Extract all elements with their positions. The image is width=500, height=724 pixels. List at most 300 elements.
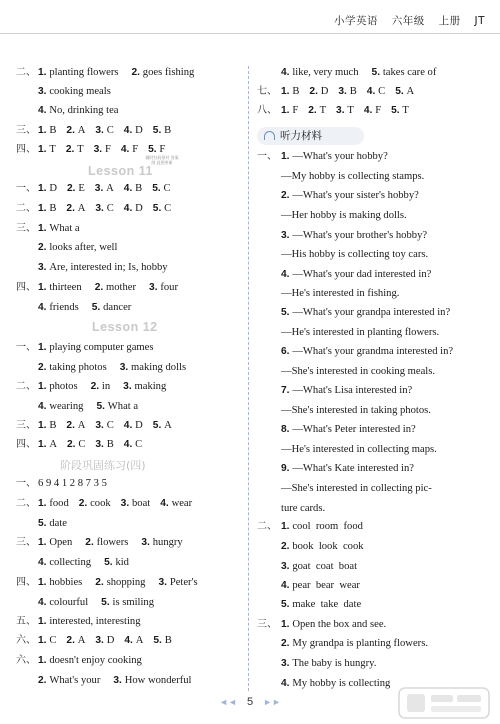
item-number: 5. (152, 125, 165, 136)
item-number: 4. (38, 597, 50, 608)
item-number: 2. (94, 282, 107, 293)
item-number: 2. (66, 420, 78, 431)
item-number: 3. (95, 420, 107, 431)
item-answer: B (135, 183, 143, 194)
item-number: 3. (123, 381, 135, 392)
item-answer: in (101, 381, 111, 392)
item-answer: C (164, 203, 172, 214)
answer-item (372, 67, 437, 78)
section-marker: 二、 (16, 498, 36, 509)
column-divider (248, 66, 249, 691)
item-answer: shopping (106, 577, 146, 588)
item-number: 2. (281, 638, 293, 649)
answer-item (281, 444, 437, 455)
item-answer: 6 9 4 1 2 8 7 3 5 (38, 478, 107, 489)
left-answer-line (16, 361, 199, 375)
answer-item (67, 183, 85, 194)
item-number: 5. (91, 302, 104, 313)
left-answer-line (16, 261, 181, 275)
item-number: 5. (152, 203, 165, 214)
answer-item (367, 86, 385, 97)
left-answer-line (16, 615, 154, 629)
item-answer: A (106, 183, 114, 194)
item-number: 2. (38, 242, 50, 253)
item-answer: planting flowers (49, 67, 119, 78)
answer-item (79, 498, 111, 509)
item-answer: Open the box and see. (292, 619, 387, 630)
item-answer: T (402, 105, 409, 116)
section-marker: 二、 (16, 381, 36, 392)
item-number: 2. (78, 498, 91, 509)
left-answer-line (16, 536, 196, 550)
right-answer-line (257, 150, 401, 164)
item-number: 4. (38, 557, 50, 568)
prev-arrows-icon: ◄◄ (219, 697, 237, 707)
answer-item (124, 439, 142, 450)
left-answer-line (16, 576, 211, 590)
right-answer-line (257, 85, 424, 99)
section-marker: 六、 (16, 655, 36, 666)
item-number: 2. (66, 439, 79, 450)
item-answer: goat coat boat (292, 561, 358, 572)
answer-item (66, 125, 85, 136)
item-number: 4. (281, 67, 293, 78)
item-number: 1. (38, 125, 50, 136)
answer-item (38, 537, 72, 548)
section-marker: 六、 (16, 635, 36, 646)
listening-material-tag (257, 127, 364, 145)
section-marker: 四、 (16, 282, 36, 293)
lesson-11-heading: Lesson 11 (88, 164, 153, 178)
item-answer: pear bear wear (292, 580, 360, 591)
answer-item (281, 580, 360, 591)
right-answer-line (257, 443, 450, 457)
item-number: 3. (281, 658, 293, 669)
answer-item (281, 269, 431, 280)
answer-item (338, 86, 356, 97)
answer-item (113, 675, 191, 686)
answer-item (281, 346, 453, 357)
page-number: 5 (246, 696, 254, 708)
section-marker: 二、 (257, 521, 277, 532)
item-number: 2. (65, 144, 78, 155)
item-answer: B (49, 203, 57, 214)
section-marker: 二、 (16, 67, 36, 78)
item-answer: takes care of (382, 67, 437, 78)
item-number: 3. (38, 86, 50, 97)
item-answer: My hobby is collecting (292, 678, 391, 689)
answer-item (92, 302, 132, 313)
answer-item (121, 144, 138, 155)
answer-item (153, 420, 172, 431)
left-answer-line (16, 124, 181, 138)
item-answer: E (78, 183, 85, 194)
answer-item (281, 619, 386, 630)
watermark-logo (397, 684, 492, 722)
answer-item (153, 125, 171, 136)
item-number: 3. (119, 362, 132, 373)
answer-item (281, 678, 390, 689)
item-number: 4. (366, 86, 379, 97)
answer-item (281, 599, 361, 610)
item-number: 5. (281, 307, 293, 318)
item-answer: flowers (96, 537, 129, 548)
item-answer: —Her hobby is making dolls. (281, 210, 407, 221)
answer-item (38, 342, 153, 353)
answer-item (281, 483, 432, 494)
right-answer-line (257, 306, 463, 320)
answer-item (66, 635, 85, 646)
section-marker: 三、 (257, 619, 277, 630)
item-answer: —What's your hobby? (292, 151, 388, 162)
answer-item (131, 67, 194, 78)
left-answer-line (16, 654, 155, 668)
left-answer-line (16, 419, 182, 433)
item-answer: —What's your brother's hobby? (292, 230, 428, 241)
answer-item (281, 366, 435, 377)
item-number: 3. (141, 537, 153, 548)
item-number: 5. (371, 67, 383, 78)
answer-item (91, 381, 111, 392)
item-number: 5. (148, 144, 160, 155)
section-marker: 一、 (16, 478, 36, 489)
right-answer-line (257, 268, 444, 282)
item-answer: ture cards. (281, 503, 326, 514)
section-marker: 三、 (16, 125, 36, 136)
item-answer: What a (49, 223, 80, 234)
left-answer-line (16, 222, 93, 236)
item-answer: B (164, 635, 172, 646)
item-answer: F (104, 144, 111, 155)
item-number: 4. (281, 678, 293, 689)
section-marker: 七、 (257, 86, 277, 97)
item-number: 1. (38, 537, 50, 548)
answer-item (153, 635, 171, 646)
right-answer-line (257, 229, 440, 243)
item-number: 1. (38, 577, 50, 588)
answer-item (95, 203, 113, 214)
answer-item (153, 203, 171, 214)
answer-item (281, 190, 419, 201)
answer-item (38, 401, 83, 412)
section-marker: 五、 (16, 616, 36, 627)
item-number: 3. (281, 230, 293, 241)
item-number: 2. (66, 125, 78, 136)
item-number: 2. (66, 203, 78, 214)
right-answer-line (257, 677, 403, 691)
answer-item (66, 203, 85, 214)
item-answer: C (378, 86, 386, 97)
left-answer-line (16, 182, 181, 196)
item-number: 3. (158, 577, 170, 588)
left-answer-line (16, 556, 142, 570)
answer-item (38, 675, 100, 686)
item-number: 4. (38, 105, 50, 116)
left-answer-line (16, 438, 152, 452)
item-number: 5. (395, 86, 407, 97)
item-number: 4. (123, 183, 136, 194)
item-answer: T (319, 105, 327, 116)
right-answer-line (257, 520, 376, 534)
item-answer: looks after, well (49, 242, 118, 253)
item-answer: A (77, 420, 86, 431)
item-number: 2. (38, 362, 50, 373)
left-answer-line (16, 497, 202, 511)
item-answer: —My hobby is collecting stamps. (281, 171, 425, 182)
item-answer: C (106, 203, 114, 214)
item-answer: D (49, 183, 57, 194)
item-answer: —He's interested in fishing. (281, 288, 400, 299)
item-answer: —She's interested in collecting pic- (281, 483, 432, 494)
item-answer: A (77, 635, 86, 646)
item-number: 3. (95, 635, 107, 646)
item-answer: T (347, 105, 354, 116)
answer-item (124, 635, 143, 646)
answer-item (95, 635, 114, 646)
right-answer-line (257, 618, 399, 632)
item-answer: C (163, 183, 171, 194)
item-number: 1. (38, 439, 50, 450)
item-number: 4. (123, 125, 136, 136)
answer-item (121, 498, 151, 509)
item-answer: C (106, 125, 114, 136)
answer-item (124, 125, 143, 136)
item-answer: four (160, 282, 179, 293)
answer-item (94, 144, 111, 155)
answer-item (38, 635, 56, 646)
answer-item (104, 557, 129, 568)
left-answer-line (16, 477, 120, 491)
item-number: 3. (94, 183, 107, 194)
item-answer: dancer (103, 302, 132, 313)
answer-item (38, 183, 57, 194)
item-number: 2. (131, 67, 143, 78)
item-answer: What a (107, 401, 139, 412)
section-marker: 二、 (16, 203, 36, 214)
page-header (324, 13, 485, 28)
item-answer: —What's your sister's hobby? (292, 190, 419, 201)
unit-review-heading: 阶段巩固练习(四) (60, 459, 146, 472)
item-answer: —What's Peter interested in? (292, 424, 416, 435)
listening-label: 听力材料 (280, 130, 322, 142)
answer-item (38, 282, 82, 293)
item-number: 1. (281, 105, 293, 116)
item-answer: How wonderful (124, 675, 192, 686)
item-answer: No, drinking tea (49, 105, 119, 116)
item-number: 1. (38, 655, 50, 666)
answer-item (364, 105, 381, 116)
item-answer: F (159, 144, 166, 155)
left-answer-line (16, 85, 124, 99)
item-number: 5. (153, 635, 165, 646)
section-marker: 四、 (16, 144, 36, 155)
answer-item (281, 385, 412, 396)
item-number: 5. (101, 597, 113, 608)
item-answer: C (135, 439, 143, 450)
item-number: 1. (38, 635, 50, 646)
section-marker: 三、 (16, 420, 36, 431)
item-answer: T (49, 144, 56, 155)
item-number: 5. (152, 183, 164, 194)
item-answer: The baby is hungry. (292, 658, 377, 669)
item-answer: —She's interested in cooking meals. (281, 366, 436, 377)
item-answer: making (134, 381, 167, 392)
answer-item (101, 597, 154, 608)
answer-item (38, 557, 91, 568)
answer-item (281, 210, 407, 221)
answer-item (85, 537, 128, 548)
answer-item (38, 125, 56, 136)
item-answer: B (292, 86, 300, 97)
item-number: 4. (123, 420, 136, 431)
left-answer-line (16, 341, 166, 355)
item-answer: interested, interesting (49, 616, 141, 627)
answer-item (38, 597, 88, 608)
item-answer: hungry (152, 537, 183, 548)
item-answer: book look cook (292, 541, 364, 552)
answer-item (281, 327, 439, 338)
left-answer-line (16, 281, 191, 295)
item-answer: boat (132, 498, 151, 509)
item-number: 3. (120, 498, 132, 509)
item-number: 2. (38, 675, 50, 686)
answer-item (38, 67, 118, 78)
section-marker: 四、 (16, 439, 36, 450)
answer-item (281, 86, 299, 97)
left-answer-line (16, 202, 181, 216)
left-answer-line (16, 634, 182, 648)
answer-item (38, 420, 56, 431)
item-number: 4. (38, 401, 50, 412)
item-answer: thirteen (49, 282, 82, 293)
item-number: 1. (38, 381, 50, 392)
right-answer-line (257, 404, 444, 418)
left-answer-line (16, 241, 130, 255)
item-number: 5. (96, 401, 108, 412)
item-answer: D (135, 125, 143, 136)
item-answer: —What's Lisa interested in? (292, 385, 413, 396)
item-number: 1. (38, 203, 50, 214)
right-answer-line (257, 66, 449, 80)
item-answer: kid (115, 557, 129, 568)
answer-item (281, 307, 450, 318)
item-number: 5. (281, 599, 293, 610)
item-answer: mother (106, 282, 137, 293)
item-number: 2. (281, 190, 293, 201)
item-number: 1. (281, 619, 293, 630)
item-answer: —What's your grandma interested in? (292, 346, 454, 357)
answer-item (281, 561, 357, 572)
item-number: 3. (95, 203, 107, 214)
left-answer-line (16, 66, 207, 80)
item-answer: —He's interested in collecting maps. (281, 444, 437, 455)
answer-item (308, 105, 326, 116)
item-answer: date (49, 518, 67, 529)
item-number: 7. (281, 385, 293, 396)
item-number: 3. (38, 262, 50, 273)
item-answer: A (77, 203, 86, 214)
section-marker: 三、 (16, 537, 36, 548)
item-answer: wearing (49, 401, 84, 412)
answer-item (38, 577, 82, 588)
item-number: 9. (281, 463, 293, 474)
answer-item (66, 420, 85, 431)
header-rule (0, 33, 500, 34)
right-answer-line (257, 657, 389, 671)
section-marker: 一、 (257, 151, 277, 162)
answer-item (281, 230, 427, 241)
answer-item (96, 401, 138, 412)
item-answer: D (320, 86, 329, 97)
item-answer: What's your (49, 675, 101, 686)
left-answer-line (16, 674, 205, 688)
item-answer: playing computer games (49, 342, 154, 353)
left-answer-line (16, 596, 167, 610)
answer-item (38, 655, 142, 666)
answer-item (38, 144, 56, 155)
item-answer: T (77, 144, 84, 155)
item-answer: D (135, 420, 143, 431)
item-answer: hobbies (49, 577, 83, 588)
section-marker: 一、 (16, 342, 36, 353)
answer-item (281, 503, 325, 514)
item-number: 1. (281, 151, 293, 162)
item-answer: D (135, 203, 143, 214)
right-answer-line (257, 579, 373, 593)
item-answer: Open (49, 537, 73, 548)
answer-item (95, 439, 113, 450)
item-answer: Are, interested in; Is, hobby (49, 262, 168, 273)
item-answer: —He's interested in planting flowers. (281, 327, 440, 338)
item-answer: cooking meals (49, 86, 111, 97)
item-answer: —What's your grandpa interested in? (292, 307, 451, 318)
answer-item (158, 577, 197, 588)
item-number: 4. (160, 498, 172, 509)
answer-item (95, 282, 136, 293)
right-answer-line (257, 637, 441, 651)
answer-item (38, 498, 69, 509)
answer-item (95, 183, 114, 194)
item-answer: —What's your dad interested in? (292, 269, 432, 280)
right-answer-line (257, 598, 374, 612)
item-number: 1. (38, 223, 50, 234)
item-answer: B (49, 125, 57, 136)
answer-item (120, 362, 186, 373)
right-answer-line (257, 209, 420, 223)
answer-item (281, 405, 431, 416)
right-answer-line (257, 248, 441, 262)
answer-item (38, 518, 67, 529)
left-answer-line (16, 400, 151, 414)
item-answer: D (106, 635, 115, 646)
item-number: 3. (149, 282, 161, 293)
item-answer: is smiling (112, 597, 155, 608)
lesson-12-heading: Lesson 12 (92, 320, 158, 334)
answer-item (281, 171, 424, 182)
header-subject: 小学英语 (333, 15, 378, 27)
item-answer: taking photos (49, 362, 107, 373)
item-number: 2. (90, 381, 102, 392)
item-answer: F (292, 105, 299, 116)
right-answer-line (257, 287, 412, 301)
right-answer-line (257, 365, 448, 379)
answer-item (309, 86, 328, 97)
item-answer: —She's interested in taking photos. (281, 405, 431, 416)
section-marker: 八、 (257, 105, 277, 116)
item-number: 1. (38, 144, 50, 155)
item-number: 2. (66, 183, 79, 194)
item-number: 4. (124, 635, 136, 646)
